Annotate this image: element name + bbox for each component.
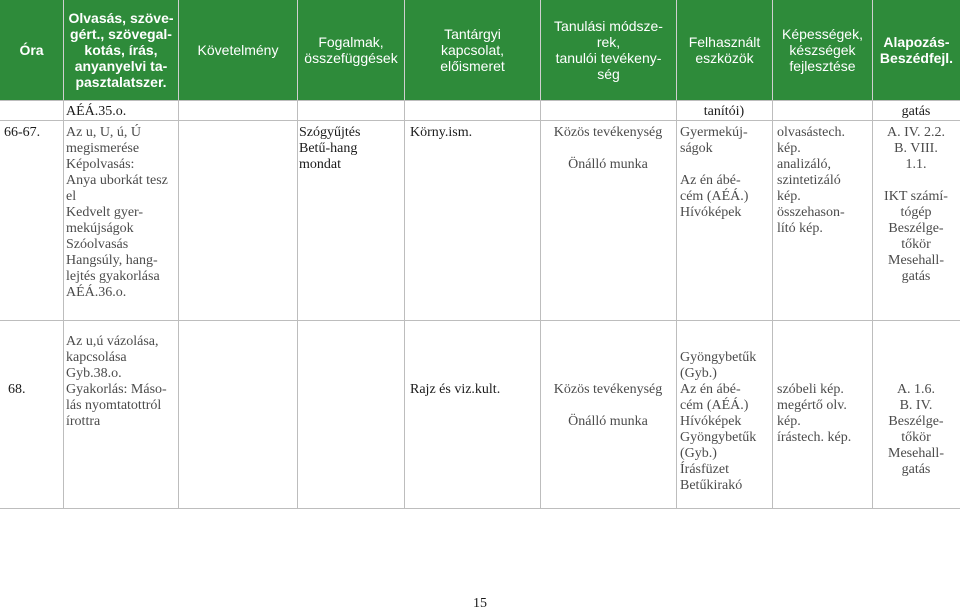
header-tanulasi-label: Tanulási módsze- rek, tanulói tevékeny- ség [554, 18, 663, 82]
grid-col-4 [404, 100, 405, 508]
grid-line-under-carry [0, 120, 960, 121]
row1-alapozas: A. IV. 2.2. B. VIII. 1.1. IKT számí- tógép Beszélge- tőkör Mesehall- gatás [884, 125, 948, 284]
grid-line-under-header [0, 100, 960, 101]
header-kepessegek-label: Képességek, készségek fejlesztése [782, 26, 863, 74]
header-olvasas [63, 0, 178, 100]
header-fogalmak [297, 0, 404, 100]
header-tantargyi [404, 0, 540, 100]
row1-tanulasi: Közös tevékenység Önálló munka [553, 125, 663, 172]
row2-ora: 68. [8, 382, 26, 397]
header-felhasznalt-label: Felhasznált eszközök [688, 34, 761, 66]
carry-felhasznalt: tanítói) [703, 104, 745, 119]
page-number: 15 [473, 596, 487, 611]
header-kovetelmeny-label: Követelmény [197, 42, 279, 58]
carry-alapozas: gatás [901, 104, 931, 119]
grid-col-3 [297, 100, 298, 508]
carry-olvasas: AÉÁ.35.o. [66, 104, 127, 119]
row1-kepessegek: olvasástech. kép. analizáló, szintetizáló kép. összehason- lító kép. [777, 125, 846, 236]
header-olvasas-label: Olvasás, szöve- gért., szövegal- kotás, írás, anyanyelvi ta- pasztalatszer. [68, 10, 174, 90]
grid-col-1 [63, 100, 64, 508]
row2-olvasas: Gyakorlás: Máso- lás nyomtatottról írottra [66, 382, 167, 429]
row1-tantargyi: Körny.ism. [410, 125, 473, 140]
row2-felhasznalt: Az én ábé- cém (AÉÁ.) Hívóképek Gyöngybetűk (Gyb.) Írásfüzet Betűkirakó [680, 382, 757, 493]
header-tantargyi-label: Tantárgyi kapcsolat, előismeret [440, 26, 505, 74]
header-fogalmak-label: Fogalmak, összefüggések [304, 34, 398, 66]
row1-felhasznalt: Gyermekúj- ságok Az én ábé- cém (AÉÁ.) Hívóképek [680, 125, 749, 220]
header-kepessegek [772, 0, 872, 100]
grid-col-6 [676, 100, 677, 508]
header-ora-label: Óra [19, 42, 44, 58]
header-tanulasi [540, 0, 676, 100]
row1-ora: 66-67. [4, 125, 41, 140]
header-ora [0, 0, 63, 100]
row2-tantargyi: Rajz és viz.kult. [410, 382, 501, 397]
row2-olvasas-top: Az u,ú vázolása, kapcsolása Gyb.38.o. [66, 334, 159, 381]
row2-kepessegek: szóbeli kép. megértő olv. kép. írástech. kép. [777, 382, 852, 445]
grid-line-table-bottom [0, 508, 960, 509]
header-kovetelmeny [178, 0, 297, 100]
header-alapozas [872, 0, 960, 100]
row2-felhasznalt-top: Gyöngybetűk (Gyb.) [680, 350, 757, 381]
row1-fogalmak: Szógyűjtés Betű-hang mondat [299, 125, 361, 172]
grid-col-2 [178, 100, 179, 508]
grid-line-under-row1 [0, 320, 960, 321]
header-alapozas-label: Alapozás- Beszédfejl. [879, 34, 954, 66]
row2-tanulasi: Közös tevékenység Önálló munka [553, 382, 663, 429]
grid-col-7 [772, 100, 773, 508]
row1-olvasas: Az u, U, ú, Ú megismerése Képolvasás: Anya uborkát tesz el Kedvelt gyer- mekújságok Szóolvasás Hangsúly, hang- lejtés gyakorlása AÉÁ.36.o. [66, 125, 168, 300]
header-felhasznalt [676, 0, 772, 100]
row2-alapozas: A. 1.6. B. IV. Beszélge- tőkör Mesehall- gatás [888, 382, 944, 477]
